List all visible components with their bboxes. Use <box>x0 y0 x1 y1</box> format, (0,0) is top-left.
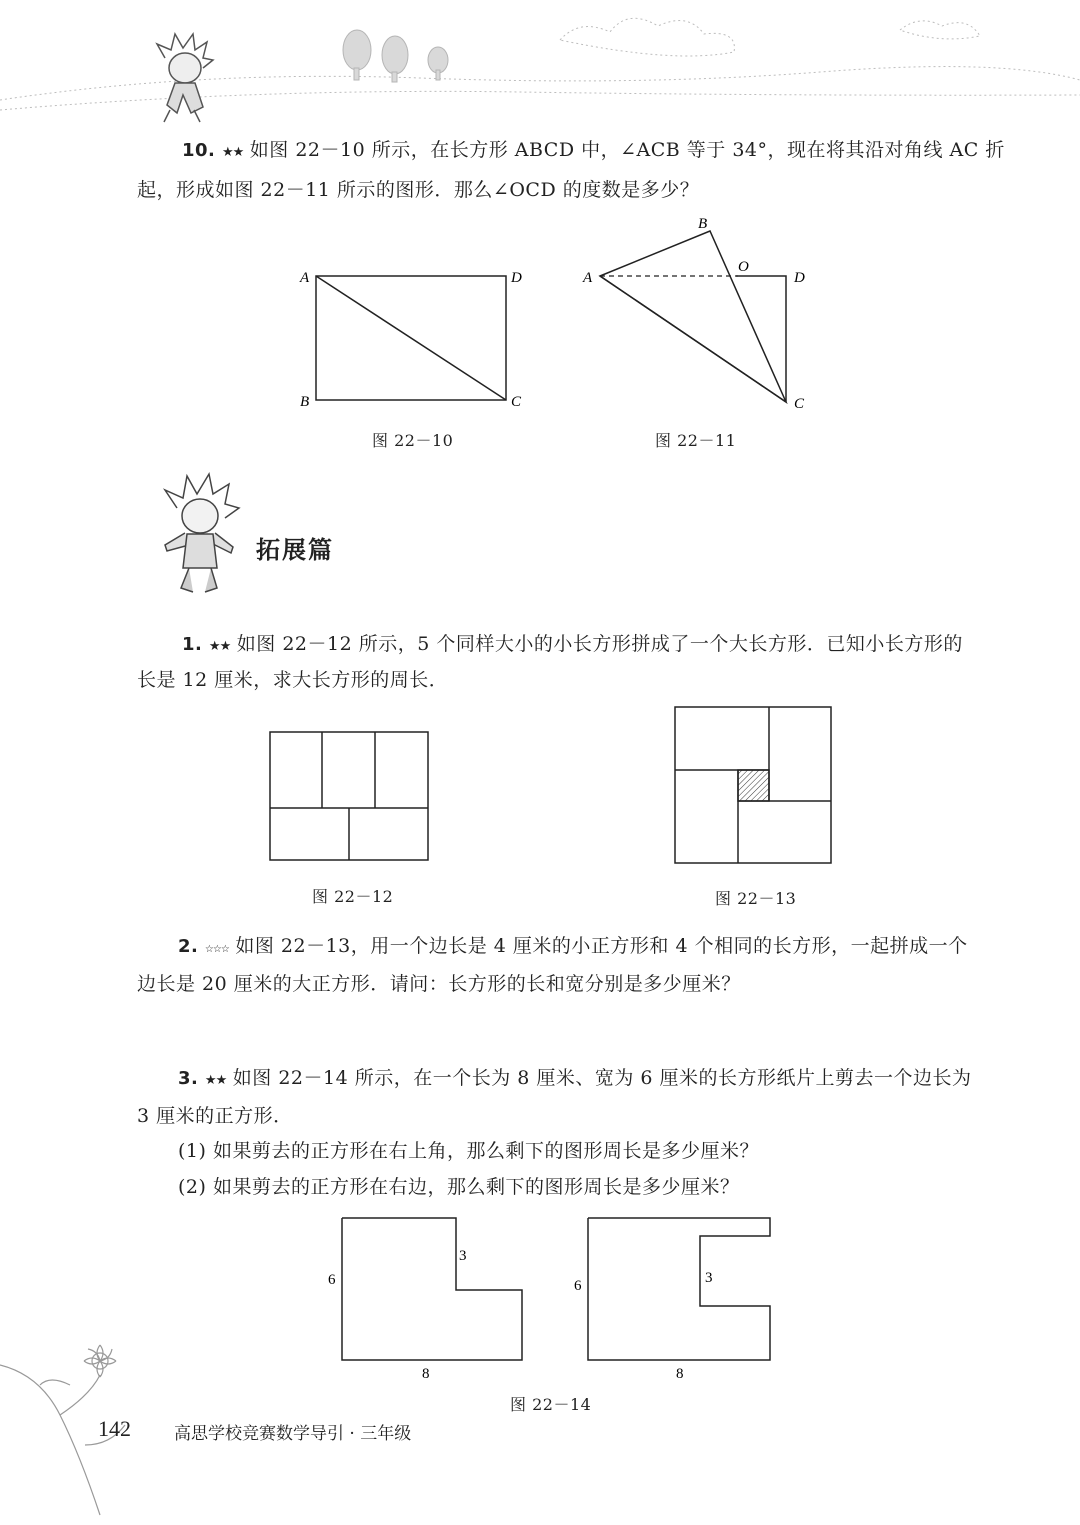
cut-label: 3 <box>705 1270 713 1286</box>
caption-22-12: 图 22－12 <box>312 887 394 906</box>
problem-10-line-1 <box>182 130 1012 173</box>
problem-10-line-2: 起，形成如图 22－11 所示的图形．那么∠OCD 的度数是多少？ <box>137 179 700 201</box>
caption-22-14: 图 22－14 <box>510 1395 592 1414</box>
cut-label: 3 <box>459 1248 467 1264</box>
problem-2-line-2: 边长是 20 厘米的大正方形．请问：长方形的长和宽分别是多少厘米？ <box>137 973 741 995</box>
problem-text: 如图 22－13，用一个边长是 4 厘米的小正方形和 4 个相同的长方形，一起拼成一个 <box>235 935 968 957</box>
problem-3-sub-2: (2) 如果剪去的正方形在右边，那么剩下的图形周长是多少厘米？ <box>178 1176 740 1198</box>
vertex-label-b: B <box>698 216 708 232</box>
vertex-label-d: D <box>511 270 522 286</box>
problem-number: 2. <box>178 936 199 957</box>
difficulty-stars-icon: ★★ <box>221 145 244 160</box>
problem-number: 10. <box>182 140 216 161</box>
section-title: 拓展篇 <box>256 536 334 564</box>
caption-22-11: 图 22－11 <box>655 431 737 450</box>
figure-22-11 <box>578 212 818 412</box>
caption-22-10: 图 22－10 <box>372 431 454 450</box>
problem-number: 1. <box>182 634 203 655</box>
width-label: 8 <box>422 1366 430 1382</box>
vertex-label-o: O <box>738 259 749 275</box>
difficulty-stars-icon: ★★ <box>208 639 231 654</box>
vertex-label-a: A <box>583 270 593 286</box>
page-number: 142 <box>98 1416 131 1441</box>
problem-text: 如图 22－10 所示，在长方形 ABCD 中，∠ACB 等于 34°，现在将其沿对角线 AC 折 <box>249 139 1005 161</box>
vertex-label-c: C <box>511 394 522 410</box>
problem-3-line-1 <box>178 1058 972 1101</box>
figure-22-10 <box>295 262 555 422</box>
problem-1-line-2: 长是 12 厘米，求大长方形的周长． <box>137 669 449 691</box>
cartoon-boy-icon <box>155 468 245 598</box>
problem-text: 如图 22－14 所示，在一个长为 8 厘米、宽为 6 厘米的长方形纸片上剪去一个边长为 <box>232 1067 972 1089</box>
vertex-label-d: D <box>794 270 805 286</box>
vertex-label-a: A <box>300 270 310 286</box>
problem-text: 如图 22－12 所示，5 个同样大小的小长方形拼成了一个大长方形．已知小长方形的 <box>236 633 963 655</box>
problem-number: 3. <box>178 1068 199 1089</box>
book-title: 高思学校竞赛数学导引 · 三年级 <box>174 1424 412 1444</box>
height-label: 6 <box>328 1272 336 1288</box>
caption-22-13: 图 22－13 <box>715 889 797 908</box>
folded-triangle-abc <box>600 231 786 402</box>
cartoon-boy-icon <box>150 30 220 130</box>
shaded-small-square <box>738 770 769 801</box>
diagonal-ac <box>316 276 506 400</box>
segment-dc <box>736 276 786 402</box>
vertex-label-c: C <box>794 396 805 412</box>
problem-10 <box>182 130 1012 173</box>
height-label: 6 <box>574 1278 582 1294</box>
problem-3-sub-1: (1) 如果剪去的正方形在右上角，那么剩下的图形周长是多少厘米？ <box>178 1140 759 1162</box>
figure-22-13 <box>672 704 837 869</box>
vertex-label-b: B <box>300 394 310 410</box>
difficulty-stars-icon: ★★ <box>204 1073 227 1088</box>
figure-22-14-left <box>322 1212 542 1392</box>
difficulty-stars-icon: ☆☆☆ <box>204 944 229 955</box>
problem-3-line-2: 3 厘米的正方形． <box>137 1105 293 1127</box>
width-label: 8 <box>676 1366 684 1382</box>
figure-22-12 <box>266 728 436 868</box>
figure-22-14-right <box>568 1212 788 1392</box>
